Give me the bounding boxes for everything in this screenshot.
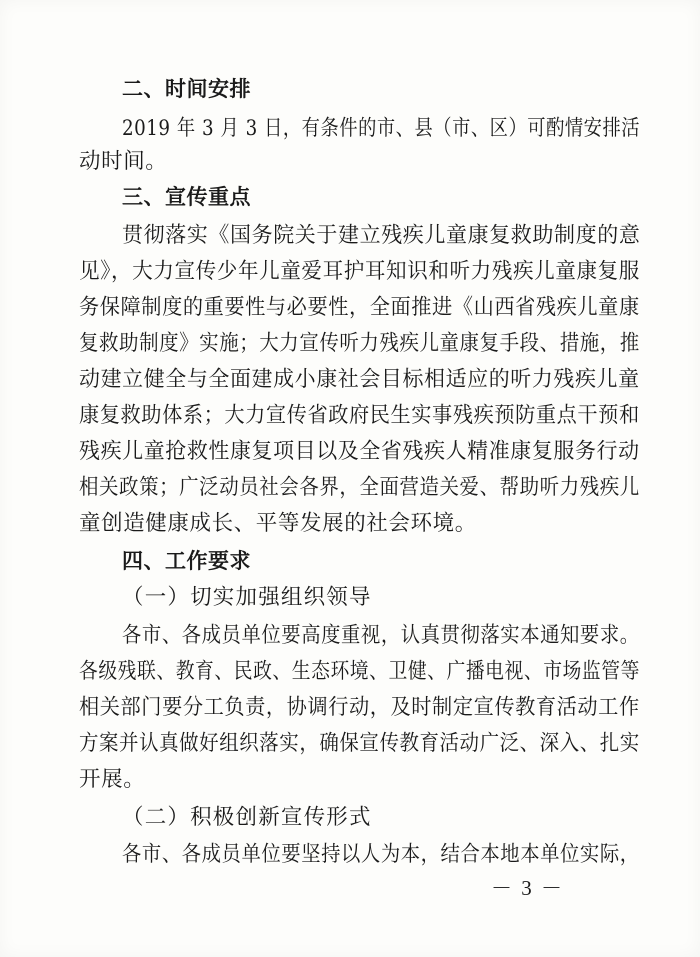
body-line: 复救助制度》实施；大力宣传听力残疾儿童康复手段、措施，推: [79, 331, 640, 356]
body-line: 相关政策；广泛动员社会各界，全面营造关爱、帮助听力残疾儿: [79, 475, 640, 500]
body-line: 务保障制度的重要性与必要性，全面推进《山西省残疾儿童康: [79, 295, 640, 320]
subsection-heading-leadership: （一）切实加强组织领导: [122, 585, 372, 610]
body-line: 动建立健全与全面建成小康社会目标相适应的听力残疾儿童: [79, 367, 640, 392]
body-line: 2019 年 3 月 3 日，有条件的市、县（市、区）可酌情安排活: [122, 116, 641, 141]
body-line: 各市、各成员单位要高度重视，认真贯彻落实本通知要求。: [122, 623, 640, 648]
body-line: 贯彻落实《国务院关于建立残疾儿童康复救助制度的意: [122, 223, 641, 248]
body-line: 各级残联、教育、民政、生态环境、卫健、广播电视、市场监管等: [79, 659, 640, 684]
subsection-heading-innovation: （二）积极创新宣传形式: [122, 805, 372, 830]
body-line: 康复救助体系；大力宣传省政府民生实事残疾预防重点干预和: [79, 403, 640, 428]
body-line: 童创造健康成长、平等发展的社会环境。: [79, 511, 477, 536]
body-line: 见》，大力宣传少年儿童爱耳护耳知识和听力残疾儿童康复服: [79, 259, 640, 284]
section-heading-focus: 三、宣传重点: [122, 185, 251, 209]
body-line: 动时间。: [79, 149, 168, 174]
body-line: 方案并认真做好组织落实，确保宣传教育活动广泛、深入、扎实: [79, 731, 640, 756]
section-heading-schedule: 二、时间安排: [122, 77, 251, 101]
body-line: 各市、各成员单位要坚持以人为本，结合本地本单位实际，: [122, 842, 640, 867]
section-heading-requirements: 四、工作要求: [122, 549, 251, 573]
body-line: 残疾儿童抢救性康复项目以及全省残疾人精准康复服务行动: [79, 439, 640, 464]
body-line: 相关部门要分工负责，协调行动，及时制定宣传教育活动工作: [79, 695, 640, 720]
body-line: 开展。: [79, 767, 146, 792]
page-number: － 3 －: [491, 876, 564, 900]
